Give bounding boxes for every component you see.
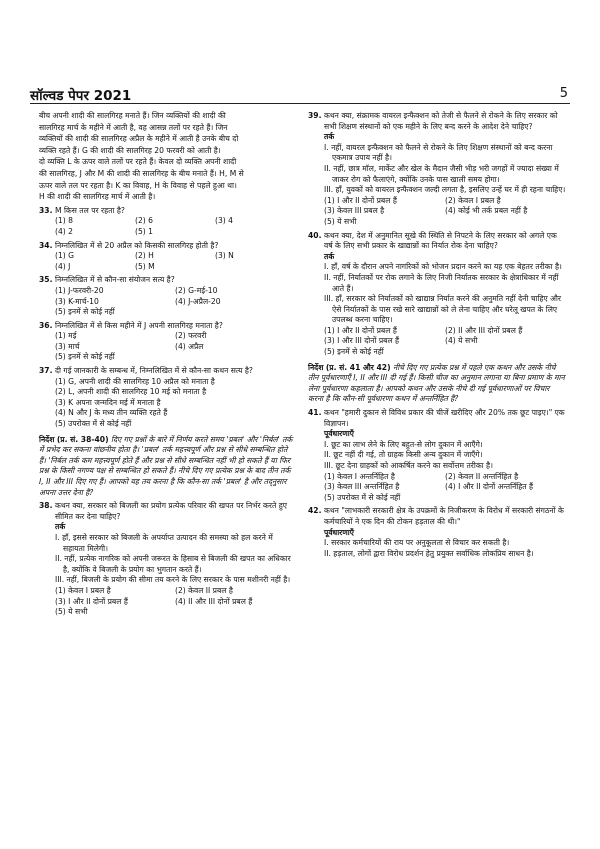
option: (4) 2: [55, 226, 74, 236]
option: (2) फरवरी: [175, 331, 207, 341]
question-number: 33.: [39, 205, 53, 215]
question-33: [39, 206, 295, 238]
question-text: कथन क्या, देश में अनुमानित सूखे की स्थिति से निपटने के लिए सरकार को अगले एक वर्ष के लिए सभी प्रकार के खाद्यान्नों का निर्यात रोक देना चाहिए?: [324, 230, 557, 251]
option: (1) I और II दोनों प्रबल हैं: [324, 195, 397, 205]
assumptions-heading: पूर्वधारणाएँ: [324, 527, 354, 537]
option: (1) केवल I अन्तर्निहित है: [324, 471, 395, 481]
assumption: II. छूट नहीं दी गई, तो ग्राहक किसी अन्य दुकान में जाएँगे।: [324, 450, 483, 460]
option: (2) G-मई-10: [175, 285, 218, 295]
left-column: [39, 111, 295, 618]
option: (2) केवल II अन्तर्निहित है: [445, 471, 519, 481]
option: (2) केवल I प्रबल है: [445, 195, 501, 205]
option: (4) I और II दोनों अन्तर्निहित हैं: [445, 482, 534, 492]
passage-line: ऊपर वाले तल पर रहता है। K का विवाह, H के विवाह से पहले हुआ था।: [39, 180, 237, 190]
argument: I. हाँ, वर्ष के दौरान अपने नागरिकों को भोजन प्रदान करने का यह एक बेहतर तरीका है।: [324, 262, 562, 272]
passage-line: व्यक्ति रहते हैं। G की शादी की सालगिरह 20 फरवरी को आती है।: [39, 145, 221, 155]
question-35: [39, 275, 295, 317]
assumption: I. छूट का लाभ लेने के लिए बहुत-से लोग दुकान में आएँगे।: [324, 439, 483, 449]
option: (1) J-फरवरी-20: [55, 285, 104, 295]
passage-line: बीच अपनी शादी की सालगिरह मनाते हैं। जिन व्यक्तियों की शादी की: [39, 111, 226, 120]
question-number: 40.: [308, 230, 322, 240]
question-36: [39, 321, 295, 363]
question-number: 38.: [39, 501, 53, 511]
question-text: कथन "हमारी दुकान से विविध प्रकार की चीजें खरीदिए और 20% तक छूट पाइए।" एक विज्ञापन।: [324, 408, 565, 428]
question-text: दी गई जानकारी के सम्बन्ध में, निम्नलिखित में से कौन-सा कथन सत्य है?: [55, 366, 253, 376]
right-column: [308, 111, 566, 559]
question-number: 37.: [39, 366, 53, 376]
passage-line: व्यक्तियों की शादी की सालगिरह अप्रैल के महीने में आती है उनके बीच दो: [39, 134, 239, 144]
option: (2) L, अपनी शादी की सालगिरह 10 मई को मनाता है: [55, 387, 207, 397]
option: (3) मार्च: [55, 341, 80, 351]
arguments-heading: तर्क: [55, 522, 66, 532]
assumption: II. हड़ताल, लोगों द्वारा विरोध प्रदर्शन हेतु प्रयुक्त सर्वाधिक लोकप्रिय साधन है।: [324, 548, 534, 558]
direction-text: दिए गए प्रश्नों के बारे में निर्णय करते समय 'प्रबल' और 'निर्बल' तर्क में प्रभेद कर सकना वांछनीय होता है। 'प्रबल' तर्क महत्त्वपूर्ण और प्रश्न से सीधे सम्बन्धित होते हैं। 'निर्बल तर्क कम महत्त्वपूर्ण होते हैं और प्रश्न से सीधे सम्बन्धित नहीं भी हो सकते हैं या फिर प्रश्न के किसी नगण्य पक्ष से सम्बन्धित हो सकते हैं। नीचे दिए गए प्रत्येक प्रश्न के बाद तीन तर्क I, II और III दिए गए हैं। आपको यह तय करना है कि कौन-सा तर्क 'प्रबल' है और तद्नुसार अपना उत्तर देना है?: [39, 434, 293, 497]
question-38: [39, 501, 295, 618]
question-number: 35.: [39, 275, 53, 285]
question-41: [308, 408, 566, 503]
option: (4) J: [55, 261, 71, 271]
question-text: निम्नलिखित में से कौन-सा संयोजन सत्य है?: [55, 275, 175, 285]
argument: II. नहीं, छात्र मॉल, मार्केट और खेल के मैदान जैसी भीड़ भरी जगहों में ज्यादा संख्या में जाकर रोग को फैलाएंगे, क्योंकि उनके पास खाली समय होगा।: [324, 163, 559, 184]
option: (3) केवल III प्रबल है: [324, 206, 385, 216]
question-text: निम्नलिखित में से किस महीने में J अपनी सालगिरह मनाता है?: [55, 320, 223, 330]
option: (5) उपरोक्त में से कोई नहीं: [55, 419, 132, 429]
direction-label: निर्देश: [39, 434, 55, 444]
direction-range: (प्र. सं. 41 और 42): [325, 362, 391, 372]
option: (3) N: [215, 251, 234, 261]
arguments-heading: तर्क: [324, 132, 335, 142]
option: (5) इनमें से कोई नहीं: [324, 347, 384, 357]
direction-41-42: [308, 363, 566, 405]
option: (4) कोई भी तर्क प्रबल नहीं है: [445, 206, 528, 216]
running-title: सॉल्वड पेपर 2021: [30, 88, 132, 104]
option: (5) ये सभी: [324, 216, 357, 226]
option: (3) I और III दोनों प्रबल हैं: [324, 336, 400, 346]
option: (4) J-अप्रैल-20: [175, 296, 221, 306]
option: (3) 4: [215, 216, 234, 226]
assumption: III. छूट देना ग्राहकों को आकर्षित करने का सर्वोत्तम तरीका है।: [324, 461, 493, 470]
option: (5) ये सभी: [55, 607, 88, 617]
assumption: I. सरकार कर्मचारियों की राय पर अनुकूलता से विचार कर सकती है।: [324, 538, 510, 548]
option: (2) 6: [135, 216, 154, 226]
question-number: 36.: [39, 320, 53, 330]
passage: [39, 111, 295, 203]
option: (5) इनमें से कोई नहीं: [55, 307, 115, 317]
question-number: 34.: [39, 240, 53, 250]
question-37: [39, 366, 295, 430]
option: (5) इनमें से कोई नहीं: [55, 352, 115, 362]
option: (3) K-मार्च-10: [55, 296, 99, 306]
question-number: 39.: [308, 111, 322, 120]
option: (4) II और III दोनों प्रबल हैं: [175, 596, 253, 606]
option: (4) N और J के मध्य तीन व्यक्ति रहते हैं: [55, 408, 168, 418]
passage-line: दो व्यक्ति L के ऊपर वाले तलों पर रहते हैं। केवल दो व्यक्ति अपनी शादी: [39, 157, 237, 167]
option: (2) II और III दोनों प्रबल हैं: [445, 325, 523, 335]
option: (3) I और II दोनों प्रबल हैं: [55, 596, 128, 606]
argument: III. नहीं, बिजली के प्रयोग की सीमा तय करने के लिए सरकार के पास मशीनरी नहीं है।: [55, 575, 291, 585]
argument: II. नहीं, निर्यातकों पर रोक लगाने के लिए निजी निर्यातक सरकार के क्षेत्राधिकार में नहीं आते हैं।: [324, 272, 559, 293]
option: (3) केवल III अन्तर्निहित है: [324, 482, 400, 492]
option: (1) I और II दोनों प्रबल हैं: [324, 325, 397, 335]
option: (1) 8: [55, 216, 74, 226]
direction-38-40: [39, 435, 295, 499]
option: (5) M: [135, 261, 155, 271]
option: (2) केवल II प्रबल है: [175, 585, 233, 595]
question-text: निम्नलिखित में से 20 अप्रैल को किसकी सालगिरह होती है?: [55, 240, 219, 250]
option: (5) उपरोक्त में से कोई नहीं: [324, 492, 401, 502]
passage-line: सालगिरह मार्च के महीने में आती है, वह आसन्न तलों पर रहते हैं। जिन: [39, 122, 228, 132]
direction-range: (प्र. सं. 38-40): [56, 434, 109, 444]
argument: III. हाँ, युवकों को वायरल इन्फैक्शन जल्दी लगता है, इसलिए उन्हें घर में ही रहना चाहिए।: [324, 185, 566, 195]
option: (1) G, अपनी शादी की सालगिरह 10 अप्रैल को मनाता है: [55, 376, 215, 386]
question-40: [308, 231, 566, 358]
page-header: [30, 86, 570, 104]
option: (1) G: [55, 251, 75, 261]
arguments-heading: तर्क: [324, 251, 335, 261]
passage-line: H की शादी की सालगिरह मार्च में आती है।: [39, 192, 156, 202]
question-text: M किस तल पर रहता है?: [55, 205, 125, 215]
direction-text: नीचे दिए गए प्रत्येक प्रश्न में पहले एक कथन और उसके नीचे तीन पूर्वधारणाएँ I, II और III दी गई हैं। किसी चीज का अनुमान लगाना या बिना प्रमाण के मान लेना पूर्वधारणा कहलाता है। आपको कथन और उसके नीचे दी गई पूर्वधारणाओं पर विचार करना है कि कौन-सी पूर्वधारणा कथन में अन्तर्निहित है?: [308, 362, 565, 404]
passage-line: की सालगिरह, J और M की शादी की सालगिरह के बीच मनाते हैं। H, M से: [39, 168, 244, 178]
question-number: 41.: [308, 408, 322, 418]
option: (5) 1: [135, 226, 154, 236]
question-number: 42.: [308, 506, 322, 516]
question-34: [39, 241, 295, 273]
question-42: [308, 506, 566, 559]
argument: I. नहीं, वायरल इन्फैक्शन को फैलने से रोकने के लिए शिक्षण संस्थानों को बन्द करना एकमात्र उपाय नहीं है।: [324, 142, 553, 163]
page-number: 5: [559, 86, 568, 101]
assumptions-heading: पूर्वधारणाएँ: [324, 429, 354, 439]
question-text: कथन क्या, संक्रामक वायरल इन्फैक्शन को तेजी से फैलने से रोकने के लिए सरकार को सभी शिक्षण संस्थानों को एक महीने के लिए बन्द करने के आदेश देने चाहिए?: [324, 111, 558, 131]
option: (3) K अपना जन्मदिन मई में मनाता है: [55, 397, 161, 407]
argument: III. हाँ, सरकार को निर्यातकों को खाद्यान्न निर्यात करने की अनुमति नहीं देनी चाहिए और ऐसे निर्यातकों के पास रखे सारे खाद्यान्नों को ले लेना चाहिए और घरेलू खपत के लिए उपलब्ध करना चाहिए।: [324, 294, 561, 325]
argument: II. नहीं, प्रत्येक नागरिक को अपनी जरूरत के हिसाब से बिजली की खपत का अधिकार है, क्योंकि वे बिजली के प्रयोग का भुगतान करते हैं।: [55, 554, 291, 574]
question-text: कथन क्या, सरकार को बिजली का प्रयोग प्रत्येक परिवार की खपत पर निर्भर करते हुए सीमित कर देना चाहिए?: [55, 501, 287, 521]
question-39: [308, 111, 566, 228]
option: (1) केवल I प्रबल है: [55, 585, 111, 595]
option: (4) अप्रैल: [175, 341, 204, 351]
direction-label: निर्देश: [308, 362, 324, 372]
argument: I. हाँ, इससे सरकार को बिजली के अपर्याप्त उत्पादन की समस्या को हल करने में सहायता मिलेगी।: [55, 532, 273, 553]
option: (4) ये सभी: [445, 336, 478, 346]
header-rule: [30, 103, 570, 104]
question-text: कथन "लाभकारी सरकारी क्षेत्र के उपक्रमों के निजीकरण के विरोध में सरकारी संगठनों के कर्मचारियों ने एक दिन की टोकन हड़ताल की थी।": [324, 506, 564, 526]
option: (1) मई: [55, 331, 77, 341]
option: (2) H: [135, 251, 154, 261]
